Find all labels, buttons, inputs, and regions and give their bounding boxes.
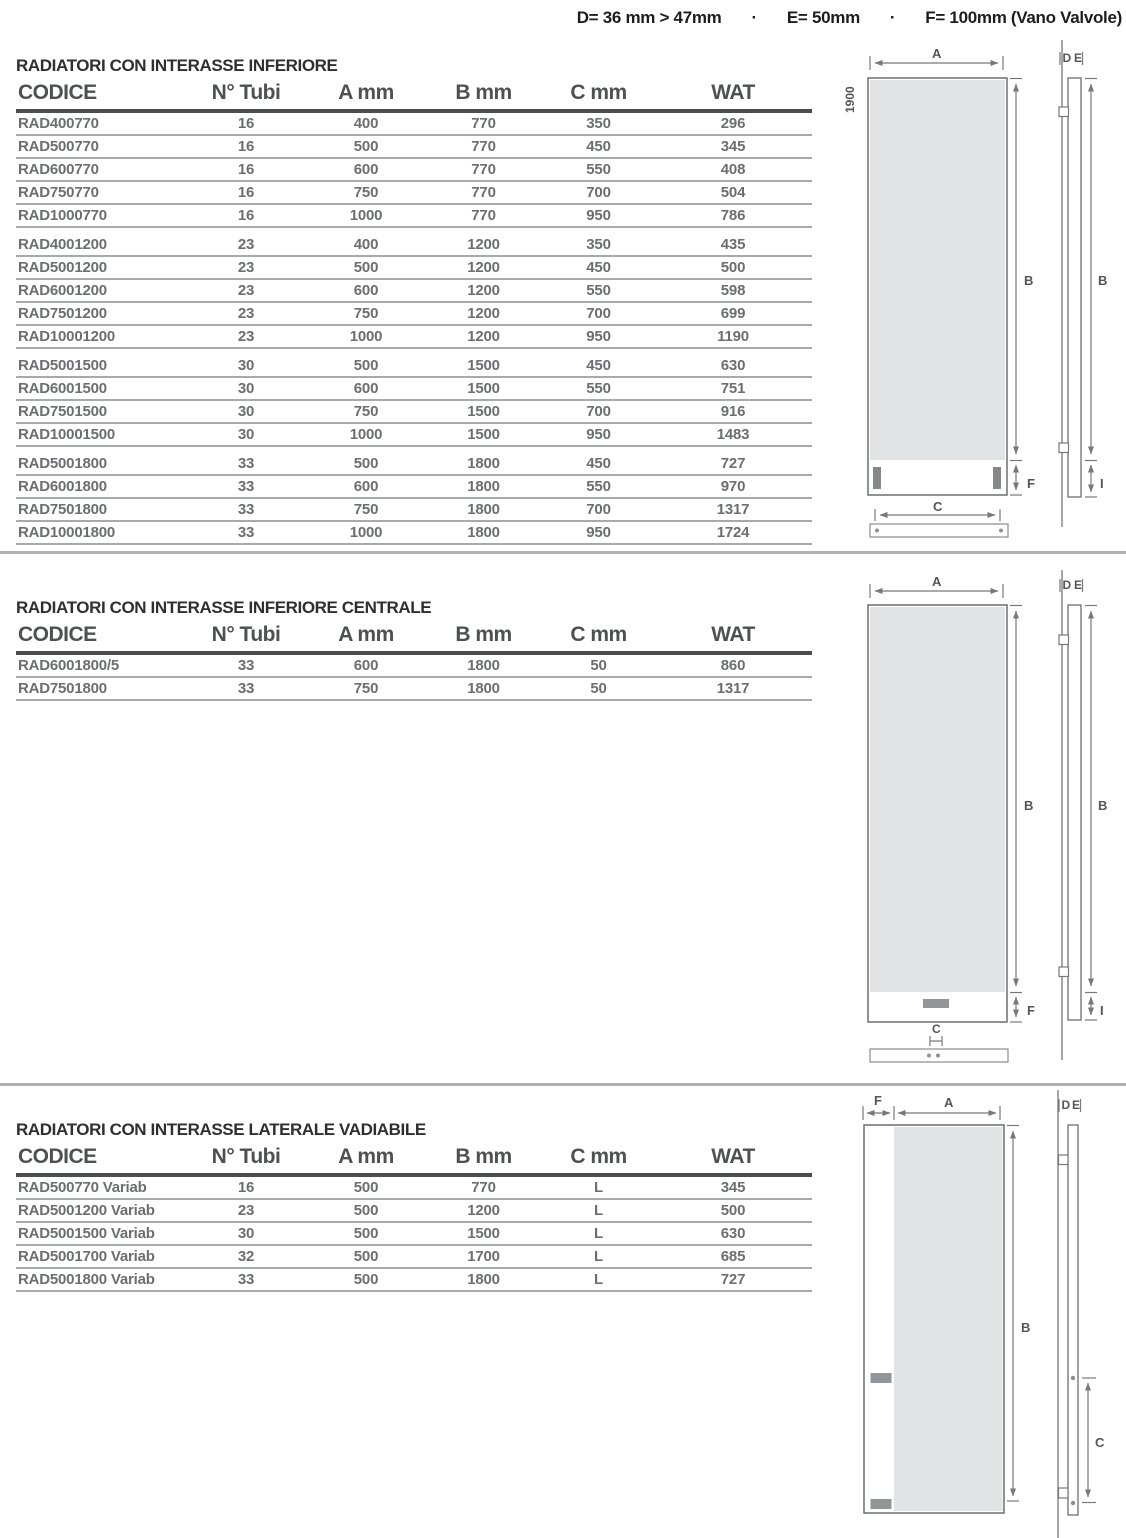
table-row: [16, 113, 812, 136]
codice-cell: RAD6001800: [18, 478, 107, 495]
value-cell: 1190: [717, 328, 749, 345]
value-cell: 33: [237, 524, 255, 541]
value-cell: 500: [353, 455, 379, 472]
value-cell: 1200: [467, 236, 500, 253]
table-row: [16, 499, 812, 522]
dim-label-d: D: [1062, 578, 1072, 592]
value-cell: 1800: [467, 1271, 500, 1288]
table-row: [16, 1200, 812, 1223]
dim-a: [898, 1095, 1000, 1120]
dim-label-f: F: [1027, 1003, 1035, 1018]
dim-label-c: C: [1095, 1435, 1105, 1450]
codice-cell: RAD7501500: [18, 403, 107, 420]
dim-c-small: [930, 1022, 942, 1046]
value-cell: 33: [237, 455, 255, 472]
value-cell: 350: [586, 236, 611, 253]
column-header-c: C mm: [570, 1145, 627, 1168]
value-cell: 770: [471, 161, 496, 178]
value-cell: 860: [720, 657, 746, 674]
section-title: RADIATORI CON INTERASSE LATERALE VADIABILE: [16, 1120, 426, 1139]
value-cell: 750: [353, 403, 379, 420]
value-cell: 786: [720, 207, 746, 224]
valve-slot-center: [923, 999, 949, 1008]
table-row: [16, 303, 812, 326]
wall-bracket-top: [1059, 635, 1069, 645]
dim-b-side: [1085, 606, 1107, 993]
value-cell: 450: [586, 357, 611, 374]
value-cell: 33: [237, 478, 255, 495]
dim-c: [875, 499, 1000, 521]
column-header-codice: CODICE: [18, 623, 97, 646]
column-header-wat: WAT: [711, 1145, 755, 1168]
value-cell: 700: [586, 501, 611, 518]
value-cell: 550: [586, 380, 611, 397]
column-header-b: B mm: [455, 623, 512, 646]
value-cell: 770: [471, 1179, 496, 1196]
value-cell: 50: [590, 657, 607, 674]
dim-label-a: A: [932, 46, 942, 61]
table-header: [16, 81, 812, 113]
column-header-c: C mm: [570, 623, 627, 646]
column-header-tubi: N° Tubi: [211, 81, 281, 104]
value-cell: 751: [720, 380, 746, 397]
value-cell: 550: [586, 478, 611, 495]
value-cell: 500: [353, 259, 379, 276]
value-cell: 1483: [716, 426, 750, 443]
dim-i: [1085, 997, 1104, 1020]
codice-cell: RAD10001500: [18, 426, 116, 443]
value-cell: 1700: [467, 1248, 500, 1265]
value-cell: 1200: [467, 282, 500, 299]
table-row: [16, 257, 812, 280]
value-cell: 33: [237, 657, 255, 674]
value-cell: L: [594, 1225, 603, 1242]
table-row: [16, 424, 812, 447]
value-cell: 1800: [467, 455, 500, 472]
table-group: [16, 453, 812, 545]
legend-separator-dot: ·: [751, 8, 757, 27]
column-header-wat: WAT: [711, 623, 755, 646]
value-cell: 16: [237, 207, 255, 224]
mounting-bar-outline: [870, 524, 1008, 537]
value-cell: 1500: [467, 403, 500, 420]
mounting-bar: [870, 524, 1008, 537]
value-cell: 727: [720, 455, 746, 472]
value-cell: 600: [353, 657, 379, 674]
dim-a: [870, 46, 1003, 70]
connection-dot-upper: [1071, 1376, 1075, 1380]
section-interasse-laterale-variabile: [16, 1120, 812, 1292]
value-cell: 500: [353, 138, 379, 155]
value-cell: 400: [353, 236, 379, 253]
value-cell: 33: [237, 1271, 255, 1288]
table-row: [16, 1223, 812, 1246]
value-cell: 1200: [467, 259, 500, 276]
value-cell: 970: [720, 478, 746, 495]
table-body: [16, 655, 812, 701]
value-cell: 750: [353, 680, 379, 697]
dim-label-f: F: [874, 1093, 882, 1108]
valve-slot-left: [873, 467, 881, 489]
value-cell: 33: [237, 680, 255, 697]
dim-i: [1085, 465, 1104, 497]
value-cell: 1500: [467, 357, 500, 374]
dim-b: [1007, 1126, 1030, 1502]
value-cell: 500: [353, 1179, 379, 1196]
mount-hole: [875, 529, 879, 533]
value-cell: 1800: [467, 478, 500, 495]
value-cell: 699: [720, 305, 746, 322]
value-cell: 23: [237, 236, 255, 253]
column-header-codice: CODICE: [18, 1145, 97, 1168]
dim-f: [863, 1093, 894, 1120]
dim-label-i: I: [1100, 476, 1104, 491]
value-cell: 450: [586, 259, 611, 276]
value-cell: 916: [720, 403, 746, 420]
dim-b: [1010, 79, 1033, 461]
value-cell: 23: [237, 259, 255, 276]
value-cell: 950: [586, 207, 611, 224]
value-cell: 30: [237, 1225, 255, 1242]
table-row: [16, 182, 812, 205]
value-cell: 500: [720, 259, 746, 276]
value-cell: 750: [353, 305, 379, 322]
dim-b: [1010, 606, 1033, 993]
table-row: [16, 476, 812, 499]
mount-hole: [999, 529, 1003, 533]
codice-cell: RAD5001200 Variab: [18, 1202, 155, 1219]
dim-b-side: [1085, 79, 1107, 461]
value-cell: 700: [586, 305, 611, 322]
value-cell: 1317: [716, 680, 750, 697]
codice-cell: RAD6001200: [18, 282, 107, 299]
diagram-interasse-inferiore: [830, 40, 1126, 555]
table-group: [16, 234, 812, 349]
value-cell: 1000: [349, 426, 383, 443]
diagram-interasse-inferiore-centrale: [830, 570, 1126, 1070]
value-cell: 750: [353, 184, 379, 201]
front-view: [868, 78, 1007, 495]
codice-cell: RAD5001800 Variab: [18, 1271, 155, 1288]
value-cell: 630: [720, 1225, 746, 1242]
dim-label-a: A: [944, 1095, 954, 1110]
wall-bracket-bottom: [1059, 443, 1069, 453]
value-cell: 598: [720, 282, 746, 299]
table-header: [16, 1145, 812, 1177]
value-cell: 950: [586, 328, 611, 345]
side-view: [1058, 1090, 1081, 1538]
value-cell: 16: [237, 115, 255, 132]
wall-bracket-top: [1059, 1155, 1069, 1165]
value-cell: 1800: [467, 524, 500, 541]
dim-label-b: B: [1024, 273, 1034, 288]
value-cell: 16: [237, 1179, 255, 1196]
value-cell: 1500: [467, 426, 500, 443]
column-header-c: C mm: [570, 81, 627, 104]
value-cell: 950: [586, 426, 611, 443]
value-cell: 30: [237, 426, 255, 443]
legend-f: F= 100mm (Vano Valvole): [925, 8, 1122, 27]
codice-cell: RAD500770: [18, 138, 99, 155]
codice-cell: RAD5001500 Variab: [18, 1225, 155, 1242]
column-header-wat: WAT: [711, 81, 755, 104]
value-cell: 30: [237, 380, 255, 397]
column-header-b: B mm: [455, 81, 512, 104]
mount-hole: [927, 1054, 931, 1058]
codice-cell: RAD7501800: [18, 501, 107, 518]
table-body: [16, 113, 812, 545]
section-title: RADIATORI CON INTERASSE INFERIORE: [16, 56, 338, 75]
value-cell: 345: [720, 1179, 746, 1196]
height-label-1900: 1900: [843, 86, 857, 113]
value-cell: 1800: [467, 501, 500, 518]
column-header-a: A mm: [338, 81, 394, 104]
wall-bracket-top: [1059, 107, 1069, 117]
value-cell: 750: [353, 501, 379, 518]
value-cell: 32: [237, 1248, 255, 1265]
mount-hole: [936, 1054, 940, 1058]
value-cell: 770: [471, 184, 496, 201]
table-row: [16, 378, 812, 401]
codice-cell: RAD5001500: [18, 357, 107, 374]
value-cell: 400: [353, 115, 379, 132]
value-cell: 500: [353, 1248, 379, 1265]
table-row: [16, 159, 812, 182]
valve-slot-upper: [871, 1373, 892, 1383]
dim-label-i: I: [1100, 1003, 1104, 1018]
value-cell: 296: [720, 115, 746, 132]
table-row: [16, 655, 812, 678]
value-cell: 630: [720, 357, 746, 374]
table-row: [16, 355, 812, 378]
legend-separator-dot: ·: [889, 8, 896, 27]
codice-cell: RAD10001800: [18, 524, 116, 541]
value-cell: 23: [237, 282, 255, 299]
valve-slot-right: [993, 467, 1001, 489]
section-title: RADIATORI CON INTERASSE INFERIORE CENTRALE: [16, 598, 432, 617]
front-view: [868, 605, 1007, 1022]
value-cell: 1000: [349, 207, 383, 224]
dim-label-f: F: [1027, 476, 1035, 491]
table-group: [16, 1177, 812, 1292]
table-row: [16, 1177, 812, 1200]
wall-bracket-bottom: [1059, 1488, 1069, 1498]
value-cell: 16: [237, 184, 255, 201]
value-cell: 770: [471, 115, 496, 132]
diagram-interasse-laterale-variabile: [830, 1090, 1126, 1538]
value-cell: 450: [586, 138, 611, 155]
value-cell: 1724: [716, 524, 750, 541]
value-cell: 600: [353, 161, 379, 178]
table-header: [16, 623, 812, 655]
value-cell: 685: [720, 1248, 746, 1265]
codice-cell: RAD5001800: [18, 455, 107, 472]
table-row: [16, 522, 812, 545]
value-cell: 600: [353, 380, 379, 397]
value-cell: 1000: [349, 328, 383, 345]
value-cell: 500: [353, 357, 379, 374]
table-row: [16, 326, 812, 349]
dim-a: [870, 574, 1003, 598]
codice-cell: RAD600770: [18, 161, 99, 178]
valve-slot-lower: [871, 1499, 892, 1509]
value-cell: 1500: [467, 1225, 500, 1242]
value-cell: 770: [471, 138, 496, 155]
mounting-bar: [870, 1049, 1008, 1062]
value-cell: 727: [720, 1271, 746, 1288]
value-cell: 550: [586, 161, 611, 178]
codice-cell: RAD6001500: [18, 380, 107, 397]
value-cell: 408: [720, 161, 746, 178]
side-view: [1059, 570, 1083, 1060]
value-cell: L: [594, 1271, 603, 1288]
value-cell: 30: [237, 357, 255, 374]
side-view: [1059, 40, 1083, 527]
value-cell: 1200: [467, 1202, 500, 1219]
value-cell: 23: [237, 1202, 255, 1219]
table-group: [16, 655, 812, 701]
column-header-tubi: N° Tubi: [211, 623, 281, 646]
codice-cell: RAD10001200: [18, 328, 116, 345]
value-cell: 1800: [467, 680, 500, 697]
value-cell: 700: [586, 403, 611, 420]
value-cell: 504: [720, 184, 746, 201]
dimension-legend: [0, 8, 1122, 28]
table-group: [16, 113, 812, 228]
value-cell: L: [594, 1202, 603, 1219]
dim-label-d: D: [1061, 1098, 1071, 1112]
table-row: [16, 1246, 812, 1269]
radiator-profile: [1068, 78, 1081, 497]
dim-label-c: C: [933, 499, 943, 514]
table-row: [16, 453, 812, 476]
column-header-codice: CODICE: [18, 81, 97, 104]
value-cell: 770: [471, 207, 496, 224]
legend-e: E= 50mm: [786, 8, 860, 27]
value-cell: 1317: [716, 501, 750, 518]
section-interasse-inferiore-centrale: [16, 598, 812, 701]
codice-cell: RAD750770: [18, 184, 99, 201]
codice-cell: RAD4001200: [18, 236, 107, 253]
value-cell: 345: [720, 138, 746, 155]
codice-cell: RAD5001200: [18, 259, 107, 276]
table-row: [16, 234, 812, 257]
codice-cell: RAD1000770: [18, 207, 107, 224]
dim-label-b: B: [1098, 798, 1108, 813]
value-cell: 500: [353, 1271, 379, 1288]
dim-label-e: E: [1074, 51, 1083, 65]
dim-label-b: B: [1021, 1320, 1031, 1335]
table-row: [16, 401, 812, 424]
codice-cell: RAD500770 Variab: [18, 1179, 147, 1196]
value-cell: 23: [237, 305, 255, 322]
value-cell: 50: [590, 680, 607, 697]
radiator-panel: [870, 80, 1005, 460]
value-cell: 500: [720, 1202, 746, 1219]
codice-cell: RAD400770: [18, 115, 99, 132]
table-row: [16, 136, 812, 159]
value-cell: 550: [586, 282, 611, 299]
column-header-b: B mm: [455, 1145, 512, 1168]
dim-f: [1010, 465, 1035, 495]
value-cell: 600: [353, 282, 379, 299]
codice-cell: RAD5001700 Variab: [18, 1248, 155, 1265]
dim-f: [1010, 997, 1035, 1022]
value-cell: 350: [586, 115, 611, 132]
value-cell: 435: [720, 236, 746, 253]
value-cell: 1500: [467, 380, 500, 397]
table-body: [16, 1177, 812, 1292]
radiator-panel: [894, 1127, 1003, 1511]
codice-cell: RAD7501800: [18, 680, 107, 697]
value-cell: 33: [237, 501, 255, 518]
value-cell: 23: [237, 328, 255, 345]
column-header-tubi: N° Tubi: [211, 1145, 281, 1168]
codice-cell: RAD6001800/5: [18, 657, 120, 674]
codice-cell: RAD7501200: [18, 305, 107, 322]
value-cell: 1800: [467, 657, 500, 674]
value-cell: 1000: [349, 524, 383, 541]
dim-c-side: [1082, 1378, 1105, 1503]
dim-label-e: E: [1072, 1098, 1081, 1112]
value-cell: 450: [586, 455, 611, 472]
value-cell: 16: [237, 161, 255, 178]
table-row: [16, 205, 812, 228]
value-cell: L: [594, 1179, 603, 1196]
dim-label-e: E: [1074, 578, 1083, 592]
dim-label-b: B: [1098, 273, 1108, 288]
table-row: [16, 678, 812, 701]
value-cell: 1200: [467, 328, 500, 345]
table-row: [16, 1269, 812, 1292]
radiator-panel: [870, 607, 1005, 992]
section-divider: [0, 1083, 1126, 1086]
value-cell: 16: [237, 138, 255, 155]
wall-bracket-bottom: [1059, 967, 1069, 977]
dim-label-a: A: [932, 574, 942, 589]
value-cell: 1200: [467, 305, 500, 322]
value-cell: 500: [353, 1225, 379, 1242]
connection-dot-lower: [1071, 1501, 1075, 1505]
table-row: [16, 280, 812, 303]
front-view: [864, 1125, 1004, 1513]
column-header-a: A mm: [338, 1145, 394, 1168]
value-cell: L: [594, 1248, 603, 1265]
value-cell: 30: [237, 403, 255, 420]
value-cell: 500: [353, 1202, 379, 1219]
column-header-a: A mm: [338, 623, 394, 646]
radiator-profile: [1068, 605, 1081, 1020]
value-cell: 950: [586, 524, 611, 541]
radiator-profile: [1068, 1125, 1078, 1515]
legend-d: D= 36 mm > 47mm: [576, 8, 722, 27]
value-cell: 600: [353, 478, 379, 495]
value-cell: 700: [586, 184, 611, 201]
dim-label-c: C: [932, 1022, 941, 1036]
dim-label-d: D: [1062, 51, 1072, 65]
section-interasse-inferiore: [16, 56, 812, 545]
dim-label-b: B: [1024, 798, 1034, 813]
table-group: [16, 355, 812, 447]
